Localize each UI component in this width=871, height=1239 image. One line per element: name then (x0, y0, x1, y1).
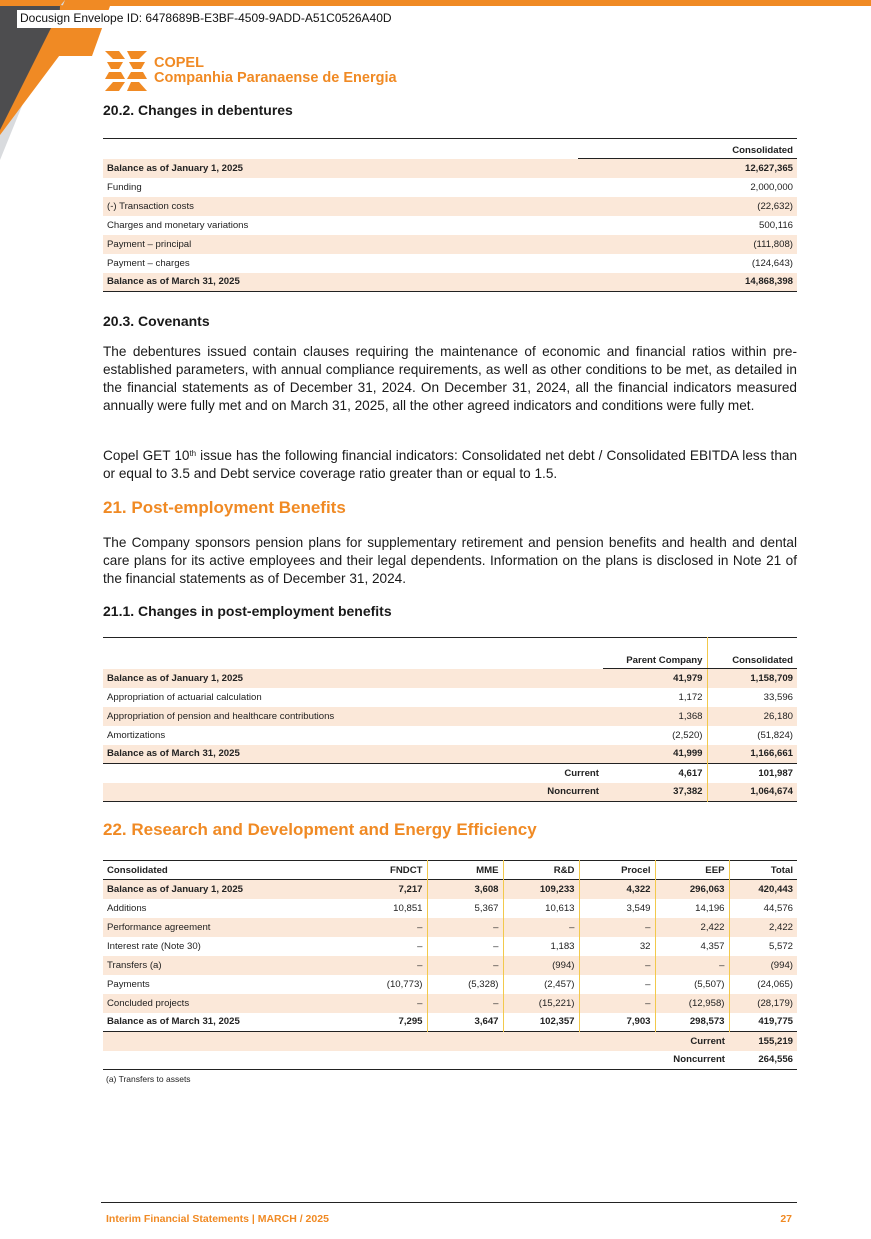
row-label: Payment – principal (103, 235, 578, 254)
row-label: Balance as of March 31, 2025 (107, 1016, 240, 1028)
split-value-total: 264,556 (758, 1054, 793, 1066)
row-value: 5,367 (427, 899, 503, 918)
row-value-parent: 1,172 (603, 688, 707, 707)
row-value: – (655, 956, 729, 975)
row-label: Charges and monetary variations (107, 219, 249, 231)
row-value: 4,357 (655, 937, 729, 956)
header-consolidated: Consolidated (578, 139, 797, 159)
row-value: (10,773) (357, 975, 427, 994)
footer-rule (101, 1202, 797, 1203)
table-row (103, 688, 797, 707)
row-label: Payments (107, 978, 150, 990)
row-value: 10,851 (357, 899, 427, 918)
post-employment-paragraph: The Company sponsors pension plans for supplementary retirement and pension benefits and health and dental care plans for its active employees and their legal dependents. Information on the plans is disclosed in Note 21 of the financial statements as of December 31, 2024. (103, 535, 797, 586)
row-value: – (579, 994, 655, 1013)
row-label: Appropriation of actuarial calculation (107, 691, 262, 703)
row-value: (28,179) (729, 994, 797, 1013)
row-value-consolidated: 33,596 (763, 691, 793, 703)
table-row (103, 707, 797, 726)
row-value: (2,457) (503, 975, 579, 994)
row-value: – (427, 956, 503, 975)
table-row (103, 254, 797, 273)
page-number: 27 (780, 1213, 792, 1225)
row-value-consolidated: (22,632) (578, 197, 797, 216)
table-row (103, 918, 797, 937)
section-21-heading: 21. Post-employment Benefits (103, 498, 346, 517)
footnote: (a) Transfers to assets (106, 1074, 191, 1084)
table-row (103, 216, 797, 235)
table-row (103, 994, 797, 1013)
logo-brand-name: COPEL (154, 55, 204, 71)
row-value-consolidated: 1,158,709 (707, 669, 797, 688)
split-label: Current (655, 1032, 729, 1051)
section-22-heading: 22. Research and Development and Energy Efficiency (103, 820, 537, 839)
row-value: 2,422 (729, 918, 797, 937)
blank-cell (103, 764, 513, 783)
header-blank (513, 638, 603, 669)
row-value-consolidated: 14,868,398 (578, 273, 797, 292)
debentures-table (103, 138, 797, 292)
header-eep: EEP (655, 861, 729, 880)
row-value: – (427, 994, 503, 1013)
header-mme: MME (427, 861, 503, 880)
table-row (103, 197, 797, 216)
row-value: (12,958) (655, 994, 729, 1013)
row-value: 7,903 (579, 1013, 655, 1032)
row-value: 7,295 (357, 1013, 427, 1032)
header-consolidated: Consolidated (707, 638, 797, 669)
row-value-consolidated: 26,180 (707, 707, 797, 726)
row-value-parent: 41,979 (603, 669, 707, 688)
row-label: Funding (107, 181, 142, 193)
split-value-parent: 37,382 (603, 783, 707, 802)
row-value: 3,608 (427, 880, 503, 899)
table-row (103, 745, 797, 764)
blank-cell (103, 783, 513, 802)
row-label: Balance as of March 31, 2025 (103, 273, 578, 292)
row-label: Balance as of January 1, 2025 (103, 880, 357, 899)
blank-cell (103, 1051, 655, 1070)
split-label: Noncurrent (673, 1054, 725, 1066)
split-value-consolidated: 1,064,674 (707, 783, 797, 802)
row-value: – (579, 956, 655, 975)
row-value: 32 (579, 937, 655, 956)
table-row (103, 273, 797, 292)
split-row (103, 1051, 797, 1070)
rd-table (103, 860, 797, 1070)
row-value: – (427, 937, 503, 956)
row-value-parent: (2,520) (603, 726, 707, 745)
row-value: – (579, 918, 655, 937)
row-value: 298,573 (655, 1013, 729, 1032)
split-row (103, 1032, 797, 1051)
header-label (103, 139, 578, 159)
row-value-consolidated: (51,824) (757, 729, 793, 741)
paragraph-text: issue has the following financial indicators: Consolidated net debt / Consolidated EBITDA less than or equal to 3.5 and Debt service coverage ratio greater than or equal to 1.5. (103, 448, 797, 481)
row-label: Transfers (a) (103, 956, 357, 975)
row-label: Additions (107, 902, 147, 914)
superscript: th (189, 449, 197, 458)
row-value: 7,217 (357, 880, 427, 899)
table-row (103, 235, 797, 254)
split-value-parent: 4,617 (603, 764, 707, 783)
row-label: Interest rate (Note 30) (107, 940, 201, 952)
row-value: 420,443 (729, 880, 797, 899)
table-row (103, 956, 797, 975)
header-blank (103, 638, 513, 669)
row-value-consolidated: 2,000,000 (750, 181, 793, 193)
table-row (103, 899, 797, 918)
row-value: – (357, 918, 427, 937)
row-value: – (427, 918, 503, 937)
split-row (103, 764, 797, 783)
debentures-table-body (103, 159, 797, 292)
copel-get-paragraph (103, 447, 797, 483)
row-value-parent: 1,368 (603, 707, 707, 726)
row-value: 419,775 (758, 1016, 793, 1028)
rd-table-body (103, 880, 797, 1070)
row-value: 5,572 (768, 940, 793, 952)
logo-full-name: Companhia Paranaense de Energia (154, 70, 397, 86)
row-label: Amortizations (107, 729, 166, 741)
row-label: Concluded projects (103, 994, 357, 1013)
row-value-consolidated: 500,116 (759, 219, 793, 231)
split-label: Current (564, 767, 599, 779)
row-value-consolidated: (124,643) (751, 257, 793, 269)
split-value-consolidated: 101,987 (758, 767, 793, 779)
row-value-parent: 41,999 (603, 745, 707, 764)
row-label: (-) Transaction costs (103, 197, 578, 216)
covenants-paragraph: The debentures issued contain clauses requiring the maintenance of economic and financial ratios within pre-established parameters, with annual compliance requirements, as well as other conditions to be met, as detailed in the financial statements as of December 31, 2024. On December 31, 2024, all the financial indicators measured annually were fully met and on March 31, 2025, all the other agreed indicators and conditions were fully met. (103, 344, 797, 413)
row-value: (5,328) (427, 975, 503, 994)
header-total: Total (770, 864, 793, 876)
row-value: (24,065) (757, 978, 793, 990)
row-value-consolidated: 1,166,661 (707, 745, 797, 764)
table-row (103, 880, 797, 899)
top-accent-bar (0, 0, 871, 6)
row-value: – (357, 956, 427, 975)
row-value: 296,063 (655, 880, 729, 899)
table-row (103, 669, 797, 688)
split-value-total: 155,219 (729, 1032, 797, 1051)
table-row (103, 726, 797, 745)
row-label: Appropriation of pension and healthcare contributions (103, 707, 603, 726)
row-value: (15,221) (503, 994, 579, 1013)
row-value: 109,233 (503, 880, 579, 899)
split-label: Noncurrent (513, 783, 603, 802)
post-employment-table (103, 637, 797, 802)
footer-title: Interim Financial Statements | MARCH / 2025 (106, 1213, 329, 1225)
copel-logo-icon (105, 51, 147, 91)
row-value: 102,357 (503, 1013, 579, 1032)
row-value: (994) (503, 956, 579, 975)
docusign-envelope-id: Docusign Envelope ID: 6478689B-E3BF-4509-9ADD-A51C0526A40D (17, 10, 396, 28)
table-header-row (103, 861, 797, 880)
section-21-1-heading: 21.1. Changes in post-employment benefits (103, 603, 392, 619)
header-procel: Procel (579, 861, 655, 880)
header-label: Consolidated (107, 864, 168, 876)
paragraph-text: Copel GET 10 (103, 448, 190, 463)
row-value-consolidated: 12,627,365 (578, 159, 797, 178)
row-label: Balance as of January 1, 2025 (103, 669, 603, 688)
row-value: 14,196 (655, 899, 729, 918)
row-value: 10,613 (503, 899, 579, 918)
row-value: (994) (729, 956, 797, 975)
row-value: 2,422 (655, 918, 729, 937)
row-value: 3,549 (579, 899, 655, 918)
row-label: Performance agreement (103, 918, 357, 937)
row-value: 3,647 (427, 1013, 503, 1032)
row-label: Balance as of January 1, 2025 (103, 159, 578, 178)
row-value: (5,507) (655, 975, 729, 994)
row-value-consolidated: (111,808) (578, 235, 797, 254)
row-value: – (503, 918, 579, 937)
row-label: Payment – charges (107, 257, 190, 269)
header-parent-company: Parent Company (603, 638, 707, 669)
row-value: 44,576 (763, 902, 793, 914)
section-20-3-heading: 20.3. Covenants (103, 313, 210, 329)
row-value: 1,183 (503, 937, 579, 956)
header-fndct: FNDCT (357, 861, 427, 880)
post-employment-table-body (103, 669, 797, 802)
table-row (103, 1013, 797, 1032)
row-value: 4,322 (579, 880, 655, 899)
row-value: – (357, 994, 427, 1013)
table-row (103, 937, 797, 956)
table-row (103, 178, 797, 197)
table-row (103, 975, 797, 994)
company-logo (105, 51, 397, 91)
header-rd: R&D (503, 861, 579, 880)
row-value: – (579, 975, 655, 994)
row-value: – (357, 937, 427, 956)
split-row (103, 783, 797, 802)
table-row (103, 159, 797, 178)
table-header-row (103, 638, 797, 669)
table-header-row (103, 139, 797, 159)
section-20-2-heading: 20.2. Changes in debentures (103, 102, 293, 118)
row-label: Balance as of March 31, 2025 (103, 745, 603, 764)
blank-cell (103, 1032, 655, 1051)
